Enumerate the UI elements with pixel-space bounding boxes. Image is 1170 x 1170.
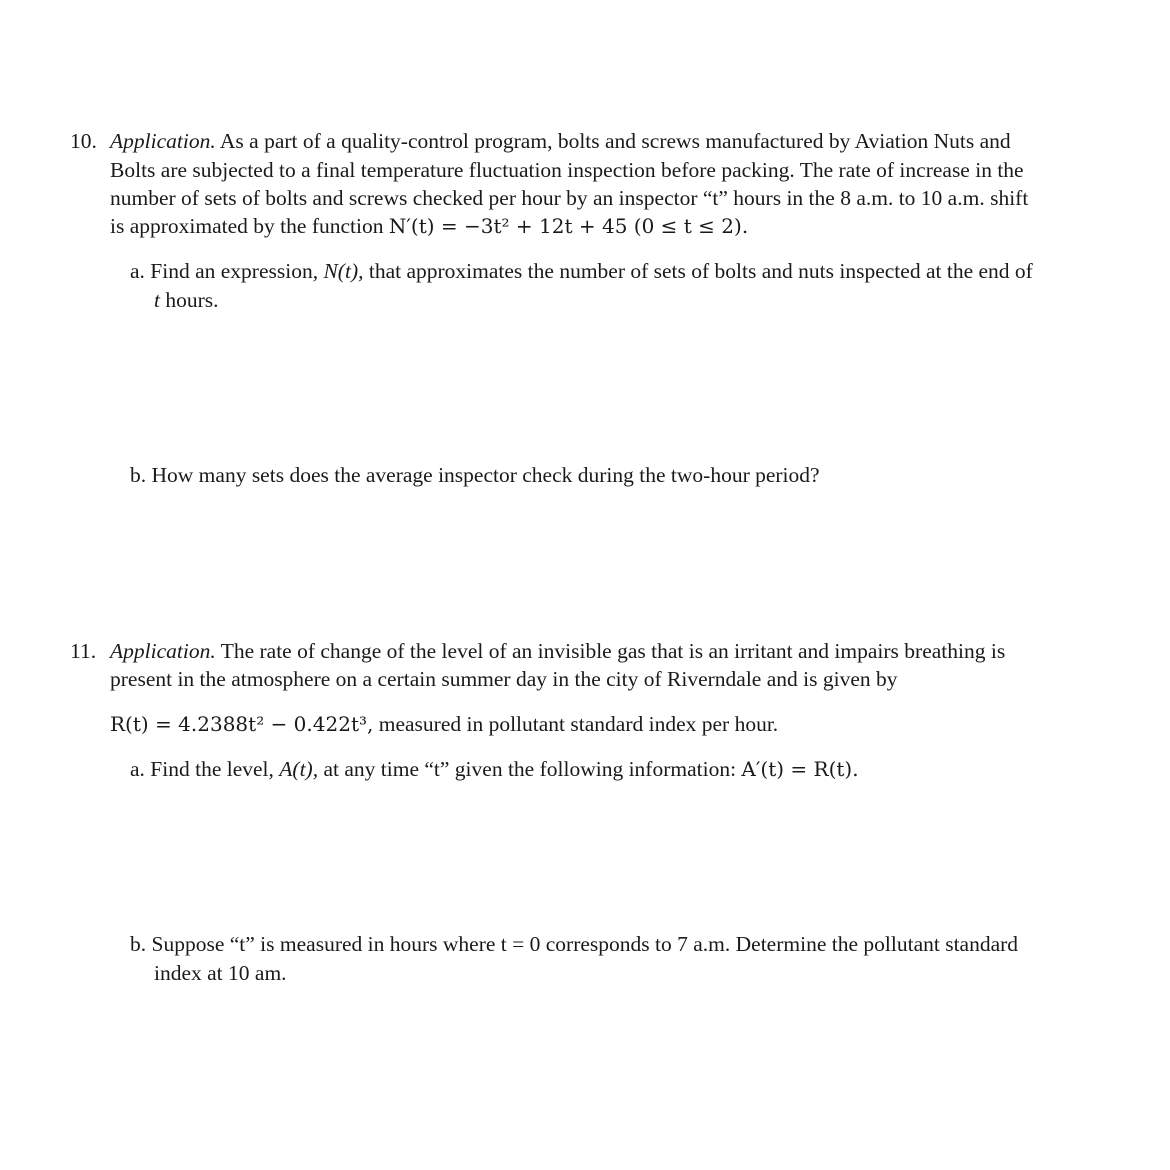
q11-part-a: a. Find the level, A(t), at any time “t” given the following information: A′(t) = R(t). [130, 757, 859, 781]
q11-part-b-line-2: index at 10 am. [154, 961, 287, 985]
rate-formula: R(t) = 4.2388t² − 0.422t³, [110, 712, 374, 736]
q11-line-2: present in the atmosphere on a certain summer day in the city of Riverndale and is given by [110, 667, 898, 691]
q10-line-3: number of sets of bolts and screws checked per hour by an inspector “t” hours in the 8 a.m. to 10 a.m. shift [110, 186, 1029, 210]
question-number: 11. [70, 639, 97, 663]
q10-line-1: Application. As a part of a quality-control program, bolts and screws manufactured by Aviation Nuts and [110, 129, 1011, 153]
q11-part-b: b. Suppose “t” is measured in hours where t = 0 corresponds to 7 a.m. Determine the pollutant standard [130, 932, 1019, 956]
q10-part-a-line-2: t hours. [154, 288, 219, 312]
q10-line-2: Bolts are subjected to a final temperature fluctuation inspection before packing. The rate of increase in the [110, 158, 1024, 182]
q11-line-1: Application. The rate of change of the level of an invisible gas that is an irritant and impairs breathing is [110, 639, 1006, 663]
application-label: Application. [110, 129, 216, 153]
question-number: 10. [70, 129, 97, 153]
q10-line-4: is approximated by the function N′(t) = −3t² + 12t + 45 (0 ≤ t ≤ 2). [110, 214, 749, 238]
derivative-formula: N′(t) = −3t² + 12t + 45 (0 ≤ t ≤ 2). [388, 214, 749, 238]
q10-part-b: b. How many sets does the average inspector check during the two-hour period? [130, 463, 820, 487]
application-label: Application. [110, 639, 216, 663]
q10-part-a: a. Find an expression, N(t), that approximates the number of sets of bolts and nuts inspected at the end of [130, 259, 1033, 283]
q11-formula-line: R(t) = 4.2388t² − 0.422t³, measured in pollutant standard index per hour. [110, 712, 779, 736]
level-formula: A′(t) = R(t). [741, 757, 859, 781]
